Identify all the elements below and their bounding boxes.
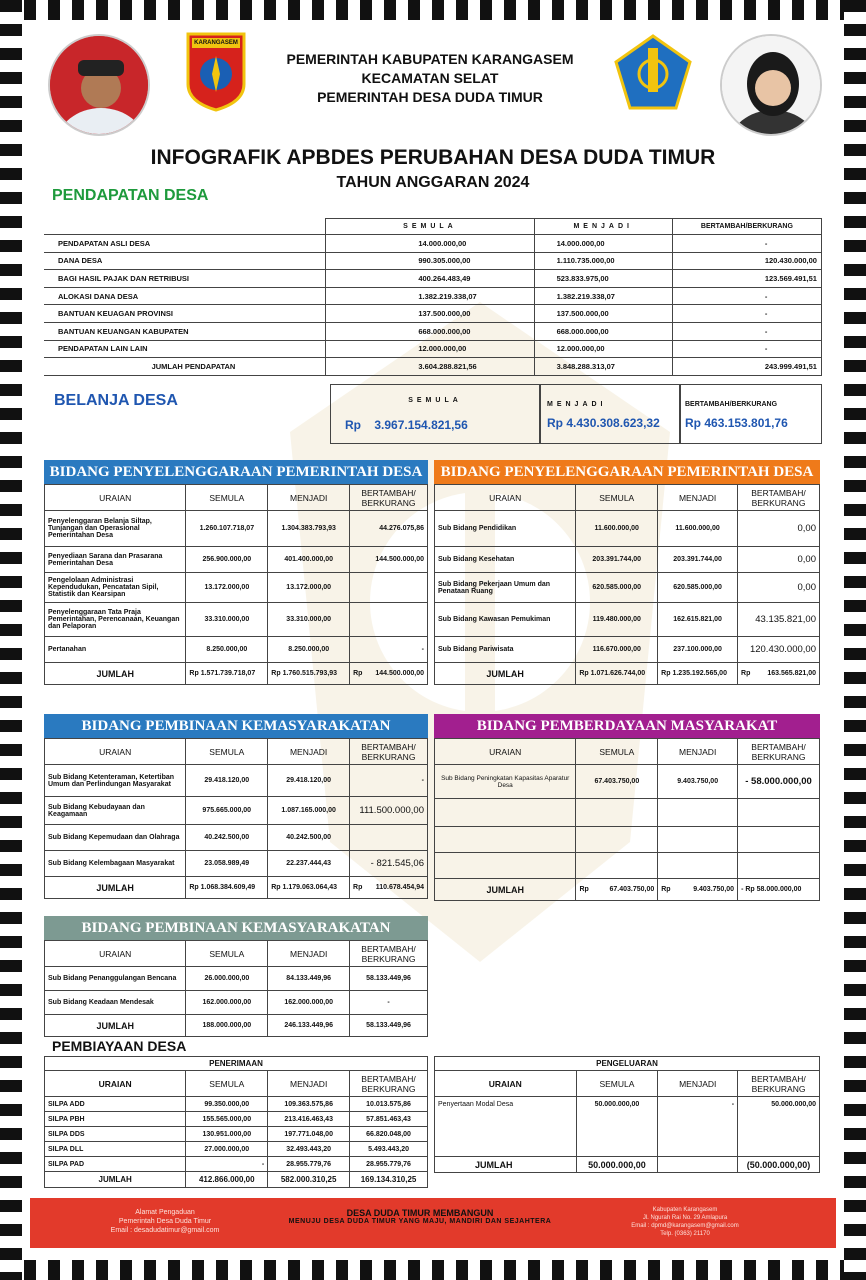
table-row: Pengelolaan Administrasi Kependudukan, Pencatatan Sipil, Statistik dan Kearsipan 13.172.000,00 13.172.000,00 bbox=[45, 573, 428, 603]
belanja-bb-value: 463.153.801,76 bbox=[704, 416, 788, 430]
bidang-4-total-row: JUMLAH Rp 67.403.750,00 Rp 9.403.750,00 - Rp 58.000.000,00 bbox=[435, 879, 820, 901]
table-row: PENDAPATAN LAIN LAIN 12.000.000,00 12.000.000,00 - bbox=[44, 340, 822, 358]
belanja-bb-box: BERTAMBAH/BERKURANG Rp 463.153.801,76 bbox=[680, 384, 822, 444]
pendapatan-col-menjadi: MENJADI bbox=[534, 219, 672, 235]
penerimaan-total-row: JUMLAH 412.866.000,00 582.000.310,25 169.134.310,25 bbox=[45, 1172, 428, 1188]
bidang-4-table: URAIAN SEMULA MENJADI BERTAMBAH/ BERKURANG Sub Bidang Peningkatan Kapasitas Aparatur Desa 67.403.750,00 9.403.750,00 - 58.000.000,00 JUMLAH Rp 67.403.750,00 Rp 9.403.750,00 - Rp 58.000.000,00 bbox=[434, 738, 820, 901]
checkered-border-top bbox=[0, 0, 866, 20]
table-row: Sub Bidang Kepemudaan dan Olahraga 40.242.500,00 40.242.500,00 bbox=[45, 825, 428, 851]
footer-banner bbox=[30, 1198, 836, 1248]
pengeluaran-header: PENGELUARAN bbox=[435, 1057, 820, 1071]
bidang-3-total-row: JUMLAH Rp 1.068.384.609,49 Rp 1.179.063.064,43 Rp 110.678.454,94 bbox=[45, 877, 428, 899]
poster bbox=[30, 22, 836, 1258]
table-row: Sub Bidang Peningkatan Kapasitas Aparatur Desa 67.403.750,00 9.403.750,00 - 58.000.000,00 bbox=[435, 765, 820, 799]
table-row: Pertanahan 8.250.000,00 8.250.000,00 - bbox=[45, 637, 428, 663]
table-row: Sub Bidang Penanggulangan Bencana 26.000.000,00 84.133.449,96 58.133.449,96 bbox=[45, 967, 428, 991]
header-title bbox=[250, 50, 610, 107]
table-row: SILPA DLL 27.000.000,00 32.493.443,20 5.493.443,20 bbox=[45, 1142, 428, 1157]
pendapatan-col-bb: BERTAMBAH/BERKURANG bbox=[672, 219, 821, 235]
table-row: DANA DESA 990.305.000,00 1.110.735.000,00 120.430.000,00 bbox=[44, 252, 822, 270]
fiscal-year: TAHUN ANGGARAN 2024 bbox=[336, 174, 530, 191]
belanja-heading: BELANJA DESA bbox=[54, 392, 178, 409]
penerimaan-table: PENERIMAAN URAIAN SEMULA MENJADI BERTAMBAH/ BERKURANG SILPA ADD 99.350.000,00 109.363.575,86 10.013.575,86 SILPA PBH 155.565.000,00 213.416.463,43 57.851.463,43 SILPA DDS 130.951.000,00 197.771.048,00 66.820.048,00 SILPA DLL 27.000.000,00 32.493.443,20 5.493.443,20 SILPA PAD - 28.955.779,76 28.955.779,76 JUMLAH 412.866.000,00 582.000.310,25 169.134.310,25 bbox=[44, 1056, 428, 1188]
official-photo-right bbox=[720, 34, 822, 136]
bidang-2-title: BIDANG PENYELENGGARAAN PEMERINTAH DESA bbox=[434, 460, 820, 484]
checkered-border-right bbox=[844, 0, 866, 1280]
bidang-5-title: BIDANG PEMBINAAN KEMASYARAKATAN bbox=[44, 916, 428, 940]
official-photo-left bbox=[48, 34, 150, 136]
table-row: Penyertaan Modal Desa 50.000.000,00 - 50.000.000,00 bbox=[435, 1097, 820, 1157]
table-row: SILPA PAD - 28.955.779,76 28.955.779,76 bbox=[45, 1157, 428, 1172]
infographic-title: INFOGRAFIK APBDES PERUBAHAN DESA DUDA TIMUR bbox=[150, 146, 716, 169]
bidang-2-total-row: JUMLAH Rp 1.071.626.744,00 Rp 1.235.192.565,00 Rp 163.565.821,00 bbox=[435, 663, 820, 685]
bidang-1-title: BIDANG PENYELENGGARAAN PEMERINTAH DESA bbox=[44, 460, 428, 484]
bidang-3-table: URAIAN SEMULA MENJADI BERTAMBAH/ BERKURANG Sub Bidang Ketenteraman, Ketertiban Umum dan Perlindungan Masyarakat 29.418.120,00 29.418.120,00 - Sub Bidang Kebudayaan dan Keagamaan 975.665.000,00 1.087.165.000,00 111.500.000,00 Sub Bidang Kepemudaan dan Olahraga 40.242.500,00 40.242.500,00 Sub Bidang Kelembagaan Masyarakat 23.058.989,49 22.237.444,43 - 821.545,06 JUMLAH Rp 1.068.384.609,49 Rp 1.179.063.064,43 Rp 110.678.454,94 bbox=[44, 738, 428, 899]
bidang-1-total-row: JUMLAH Rp 1.571.739.718,07 Rp 1.760.515.793,93 Rp 144.500.000,00 bbox=[45, 663, 428, 685]
table-row: Sub Bidang Kelembagaan Masyarakat 23.058.989,49 22.237.444,43 - 821.545,06 bbox=[45, 851, 428, 877]
footer-slogan: DESA DUDA TIMUR MEMBANGUN MENUJU DESA DUDA TIMUR YANG MAJU, MANDIRI DAN SEJAHTERA bbox=[288, 1208, 552, 1225]
pembiayaan-heading: PEMBIAYAAN DESA bbox=[52, 1038, 187, 1054]
bali-province-crest-icon bbox=[614, 34, 692, 110]
pendapatan-heading: PENDAPATAN DESA bbox=[52, 187, 209, 204]
table-row: BANTUAN KEUANGAN KABUPATEN 668.000.000,00 668.000.000,00 - bbox=[44, 322, 822, 340]
header-line-1: PEMERINTAH KABUPATEN KARANGASEM bbox=[286, 51, 574, 67]
table-row: Sub Bidang Keadaan Mendesak 162.000.000,00 162.000.000,00 - bbox=[45, 991, 428, 1015]
checkered-border-bottom bbox=[0, 1260, 866, 1280]
table-row: SILPA ADD 99.350.000,00 109.363.575,86 10.013.575,86 bbox=[45, 1097, 428, 1112]
table-row: BAGI HASIL PAJAK DAN RETRIBUSI 400.264.483,49 523.833.975,00 123.569.491,51 bbox=[44, 270, 822, 288]
header-line-3: PEMERINTAH DESA DUDA TIMUR bbox=[317, 89, 543, 105]
belanja-menjadi-box: MENJADI Rp 4.430.308.623,32 bbox=[540, 384, 680, 444]
bidang-2-table: URAIAN SEMULA MENJADI BERTAMBAH/ BERKURANG Sub Bidang Pendidikan 11.600.000,00 11.600.000,00 0,00 Sub Bidang Kesehatan 203.391.744,00 203.391.744,00 0,00 Sub Bidang Pekerjaan Umum dan Penataan Ruang 620.585.000,00 620.585.000,00 0,00 Sub Bidang Kawasan Pemukiman 119.480.000,00 162.615.821,00 43.135.821,00 Sub Bidang Pariwisata 116.670.000,00 237.100.000,00 120.430.000,00 JUMLAH Rp 1.071.626.744,00 Rp 1.235.192.565,00 Rp 163.565.821,00 bbox=[434, 484, 820, 685]
bidang-3-title: BIDANG PEMBINAAN KEMASYARAKATAN bbox=[44, 714, 428, 738]
belanja-semula-box: SEMULA Rp 3.967.154.821,56 bbox=[330, 384, 540, 444]
crest-label: KARANGASEM bbox=[194, 40, 238, 46]
table-row: Sub Bidang Ketenteraman, Ketertiban Umum dan Perlindungan Masyarakat 29.418.120,00 29.418.120,00 - bbox=[45, 765, 428, 797]
footer-contact-right: Kabupaten Karangasem Jl. Ngurah Rai No. 29 Amlapura Email : dpmd@karangasem@gmail.com Telp. (0363) 21170 bbox=[631, 1207, 739, 1237]
table-row: Sub Bidang Pendidikan 11.600.000,00 11.600.000,00 0,00 bbox=[435, 511, 820, 547]
belanja-menjadi-value: 4.430.308.623,32 bbox=[566, 416, 660, 430]
table-row: SILPA DDS 130.951.000,00 197.771.048,00 66.820.048,00 bbox=[45, 1127, 428, 1142]
bidang-4-title: BIDANG PEMBERDAYAAN MASYARAKAT bbox=[434, 714, 820, 738]
table-row: Penyediaan Sarana dan Prasarana Pemerintahan Desa 256.900.000,00 401.400.000,00 144.500.000,00 bbox=[45, 547, 428, 573]
header-line-2: KECAMATAN SELAT bbox=[361, 70, 499, 86]
pendapatan-total-row: JUMLAH PENDAPATAN 3.604.288.821,56 3.848.288.313,07 243.999.491,51 bbox=[44, 358, 822, 376]
table-row: Sub Bidang Kesehatan 203.391.744,00 203.391.744,00 0,00 bbox=[435, 547, 820, 573]
table-row: SILPA PBH 155.565.000,00 213.416.463,43 57.851.463,43 bbox=[45, 1112, 428, 1127]
pengeluaran-table: PENGELUARAN URAIAN SEMULA MENJADI BERTAMBAH/ BERKURANG Penyertaan Modal Desa 50.000.000,00 - 50.000.000,00 JUMLAH 50.000.000,00 (50.000.000,00) bbox=[434, 1056, 820, 1173]
bidang-5-total-row: JUMLAH 188.000.000,00 246.133.449,96 58.133.449,96 bbox=[45, 1015, 428, 1037]
table-row: Sub Bidang Pariwisata 116.670.000,00 237.100.000,00 120.430.000,00 bbox=[435, 637, 820, 663]
bidang-1-table: URAIAN SEMULA MENJADI BERTAMBAH/ BERKURANG Penyelenggaran Belanja Siltap, Tunjangan dan Operasional Pemerintahan Desa 1.260.107.718,07 1.304.383.793,93 44.276.075,86 Penyediaan Sarana dan Prasarana Pemerintahan Desa 256.900.000,00 401.400.000,00 144.500.000,00 Pengelolaan Administrasi Kependudukan, Pencatatan Sipil, Statistik dan Kearsipan 13.172.000,00 13.172.000,00 Penyelenggaraan Tata Praja Pemerintahan, Perencanaan, Keuangan dan Pelaporan 33.310.000,00 33.310.000,00 Pertanahan 8.250.000,00 8.250.000,00 - JUMLAH Rp 1.571.739.718,07 Rp 1.760.515.793,93 Rp 144.500.000,00 bbox=[44, 484, 428, 685]
table-row: Sub Bidang Kebudayaan dan Keagamaan 975.665.000,00 1.087.165.000,00 111.500.000,00 bbox=[45, 797, 428, 825]
pendapatan-table bbox=[44, 218, 822, 376]
footer-contact-left: Alamat Pengaduan Pemerintah Desa Duda Timur Email : desadudatimur@gmail.com bbox=[110, 1209, 220, 1234]
table-row: Penyelenggaran Belanja Siltap, Tunjangan dan Operasional Pemerintahan Desa 1.260.107.718,07 1.304.383.793,93 44.276.075,86 bbox=[45, 511, 428, 547]
pengeluaran-total-row: JUMLAH 50.000.000,00 (50.000.000,00) bbox=[435, 1157, 820, 1173]
table-row: Penyelenggaraan Tata Praja Pemerintahan, Perencanaan, Keuangan dan Pelaporan 33.310.000,00 33.310.000,00 bbox=[45, 603, 428, 637]
table-row: BANTUAN KEUAGAN PROVINSI 137.500.000,00 137.500.000,00 - bbox=[44, 305, 822, 323]
belanja-semula-value: 3.967.154.821,56 bbox=[374, 418, 468, 432]
table-row: Sub Bidang Pekerjaan Umum dan Penataan Ruang 620.585.000,00 620.585.000,00 0,00 bbox=[435, 573, 820, 603]
table-row: PENDAPATAN ASLI DESA 14.000.000,00 14.000.000,00 - bbox=[44, 235, 822, 253]
karangasem-crest-icon bbox=[184, 30, 248, 112]
bidang-5-table: URAIAN SEMULA MENJADI BERTAMBAH/ BERKURANG Sub Bidang Penanggulangan Bencana 26.000.000,00 84.133.449,96 58.133.449,96 Sub Bidang Keadaan Mendesak 162.000.000,00 162.000.000,00 - JUMLAH 188.000.000,00 246.133.449,96 58.133.449,96 bbox=[44, 940, 428, 1037]
checkered-border-left bbox=[0, 0, 22, 1280]
table-row: Sub Bidang Kawasan Pemukiman 119.480.000,00 162.615.821,00 43.135.821,00 bbox=[435, 603, 820, 637]
penerimaan-header: PENERIMAAN bbox=[45, 1057, 428, 1071]
table-row: ALOKASI DANA DESA 1.382.219.338,07 1.382.219.338,07 - bbox=[44, 287, 822, 305]
pendapatan-col-semula: SEMULA bbox=[326, 219, 534, 235]
